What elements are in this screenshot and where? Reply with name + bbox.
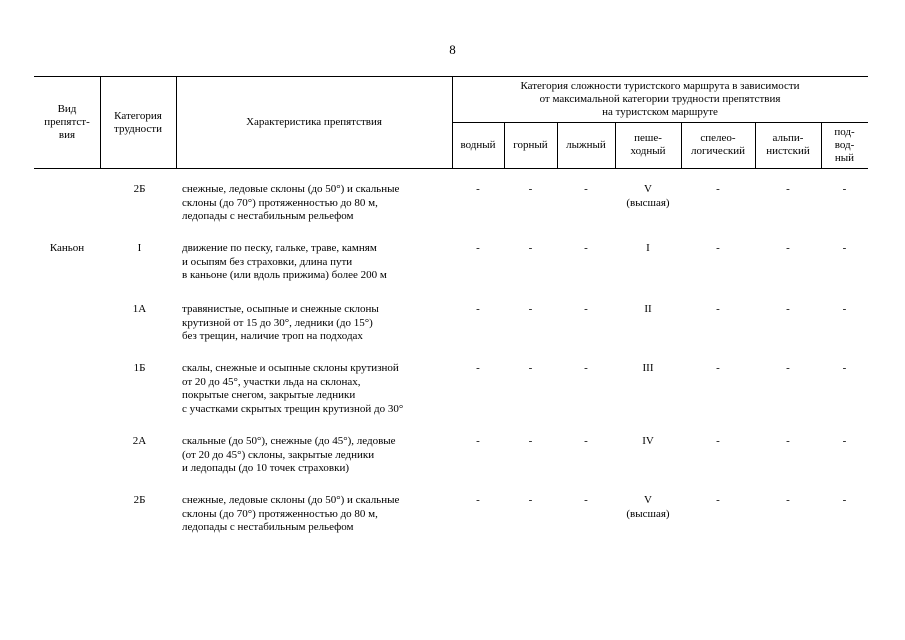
- value-alpine: -: [786, 435, 790, 447]
- difficulty-category: 2Б: [133, 183, 146, 195]
- value-mountain: -: [528, 303, 533, 315]
- header-obstacle-description: Характеристика препятствия: [246, 116, 382, 128]
- header-underwater: под- вод- ный: [834, 125, 855, 164]
- value-underwater: -: [842, 242, 847, 254]
- value-ski: -: [584, 435, 588, 447]
- value-alpine: -: [786, 242, 790, 254]
- value-hiking: V (высшая): [626, 494, 670, 520]
- value-hiking: IV: [642, 435, 654, 447]
- value-water: -: [476, 183, 480, 195]
- table-header: [34, 76, 868, 169]
- value-mountain: -: [528, 242, 533, 254]
- value-ski: -: [584, 362, 588, 374]
- value-alpine: -: [786, 303, 790, 315]
- value-hiking: II: [644, 303, 652, 315]
- header-obstacle-type: Вид препятст- вия: [44, 103, 90, 141]
- value-hiking: III: [642, 362, 654, 374]
- value-ski: -: [584, 242, 588, 254]
- value-alpine: -: [786, 183, 790, 195]
- header-route-category-group: Категория сложности туристского маршрута в зависимости от максимальной категории трудности препятствия на туристском маршруте: [520, 80, 800, 118]
- value-mountain: -: [528, 494, 533, 506]
- header-difficulty-category: Категория трудности: [114, 109, 162, 135]
- obstacle-type: Каньон: [49, 242, 85, 254]
- obstacle-description: скалы, снежные и осыпные склоны крутизной от 20 до 45°, участки льда на склонах, покрытые снегом, закрытые ледники с участками скрытых трещин крутизной до 30°: [182, 362, 404, 415]
- value-speleo: -: [716, 362, 720, 374]
- value-underwater: -: [842, 494, 847, 506]
- header-speleo: спелео- логический: [690, 132, 746, 157]
- obstacle-description: скальные (до 50°), снежные (до 45°), ледовые (от 20 до 45°) склоны, закрытые ледники и ледопады (до 10 точек страховки): [182, 435, 396, 474]
- difficulty-category: 1А: [132, 303, 147, 315]
- value-mountain: -: [528, 435, 533, 447]
- value-mountain: -: [528, 183, 533, 195]
- header-hiking: пеше- ходный: [630, 132, 666, 157]
- difficulty-category: 2Б: [133, 494, 146, 506]
- header-mountain: горный: [513, 138, 548, 151]
- obstacle-description: снежные, ледовые склоны (до 50°) и скальные склоны (до 70°) протяженностью до 80 м, ледопады с нестабильным рельефом: [182, 494, 400, 533]
- obstacle-description: движение по песку, гальке, траве, камням и осыпям без страховки, длина пути в каньоне (или вдоль прижима) более 200 м: [182, 242, 387, 281]
- value-mountain: -: [528, 362, 533, 374]
- value-water: -: [476, 242, 480, 254]
- value-ski: -: [584, 303, 588, 315]
- header-water: водный: [460, 138, 496, 151]
- header-alpine: альпи- нистский: [766, 132, 810, 157]
- obstacle-description: травянистые, осыпные и снежные склоны крутизной от 15 до 30°, ледники (до 15°) без трещин, наличие троп на подходах: [182, 303, 379, 342]
- value-water: -: [476, 362, 480, 374]
- value-speleo: -: [716, 242, 720, 254]
- value-underwater: -: [842, 183, 847, 195]
- obstacle-description: снежные, ледовые склоны (до 50°) и скальные склоны (до 70°) протяженностью до 80 м, ледопады с нестабильным рельефом: [182, 183, 400, 222]
- value-water: -: [476, 494, 480, 506]
- value-ski: -: [584, 494, 588, 506]
- value-speleo: -: [716, 183, 720, 195]
- difficulty-category: I: [137, 242, 142, 254]
- page-number: 8: [449, 42, 456, 57]
- difficulty-category: 2А: [132, 435, 147, 447]
- value-ski: -: [584, 183, 588, 195]
- value-hiking: V (высшая): [626, 183, 670, 209]
- value-underwater: -: [842, 303, 847, 315]
- value-water: -: [476, 303, 480, 315]
- header-ski: лыжный: [566, 138, 606, 151]
- value-hiking: I: [646, 242, 650, 254]
- value-speleo: -: [716, 303, 720, 315]
- value-alpine: -: [786, 362, 790, 374]
- value-underwater: -: [842, 362, 847, 374]
- value-speleo: -: [716, 494, 720, 506]
- value-underwater: -: [842, 435, 847, 447]
- value-alpine: -: [786, 494, 790, 506]
- value-speleo: -: [716, 435, 720, 447]
- difficulty-category: 1Б: [133, 362, 146, 374]
- value-water: -: [476, 435, 480, 447]
